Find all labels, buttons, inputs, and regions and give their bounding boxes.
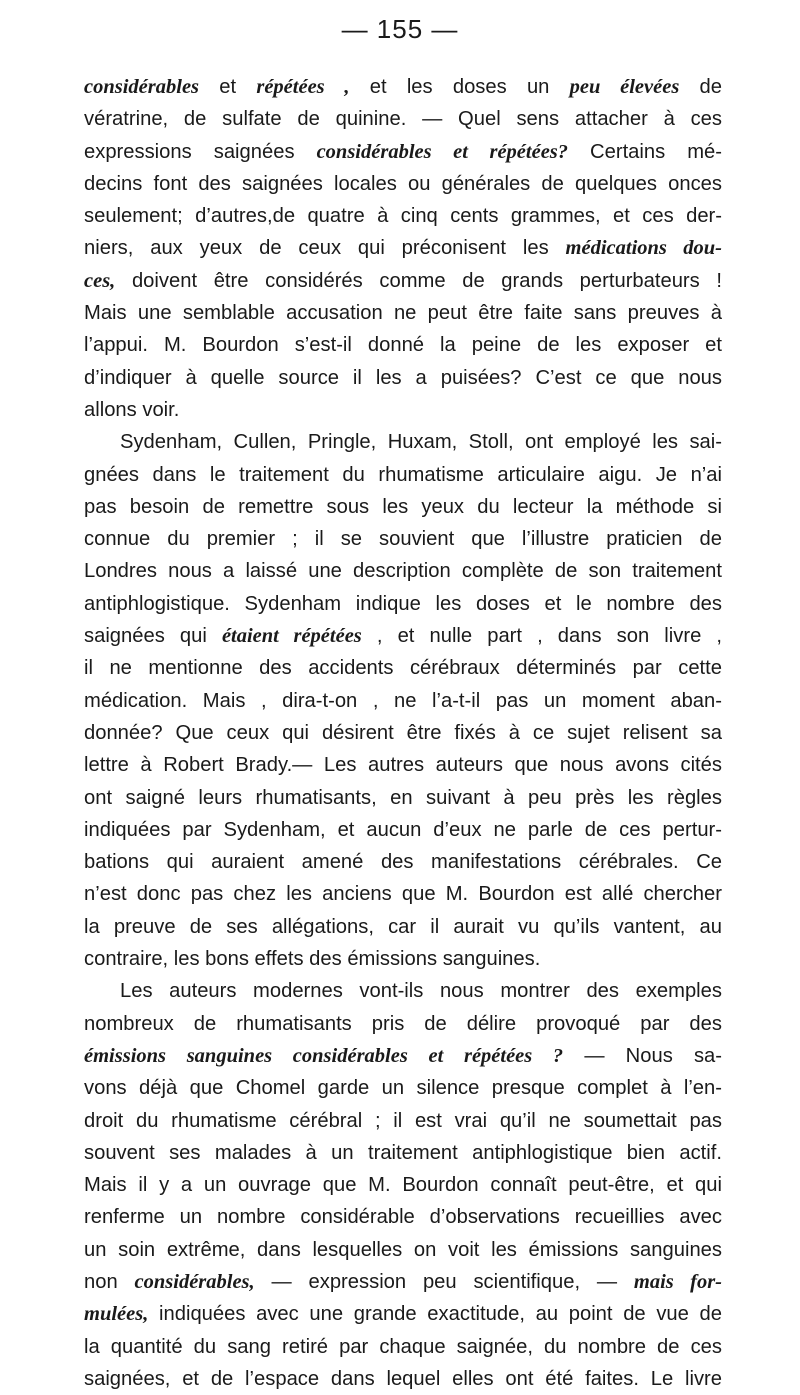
text-run: saignées qui: [84, 625, 222, 648]
italic-text: répétées ,: [256, 76, 350, 98]
italic-text: médications dou-: [565, 237, 722, 260]
text-run: droit du rhumatisme cérébral ; il est vrai qu’il ne soumettait pas: [84, 1109, 722, 1132]
italic-text: considérables,: [134, 1270, 255, 1293]
text-line: [84, 975, 722, 1007]
text-line: [84, 426, 722, 458]
text-run: nombreux de rhumatisants pris de délire provoqué par des: [84, 1012, 722, 1035]
text-line: [84, 362, 722, 394]
text-run: Les auteurs modernes vont-ils nous montrer des exemples: [120, 980, 722, 1003]
text-line: [84, 878, 722, 910]
text-run: contraire, les bons effets des émissions sanguines.: [84, 948, 541, 971]
text-run: n’est donc pas chez les anciens que M. Bourdon est allé chercher: [84, 883, 722, 906]
text-run: saignées, et de l’espace dans lequel elles ont été faites. Le livre: [84, 1367, 722, 1390]
text-run: Sydenham, Cullen, Pringle, Huxam, Stoll, ont employé les sai-: [120, 431, 722, 454]
text-line: [84, 911, 722, 943]
text-line: [84, 491, 722, 523]
text-run: souvent ses malades à un traitement antiphlogistique bien actif.: [84, 1141, 722, 1164]
text-run: médication. Mais , dira-t-on , ne l’a-t-il pas un moment aban-: [84, 689, 722, 712]
page-number: — 155 —: [341, 14, 459, 44]
text-line: [84, 1266, 722, 1298]
text-line: [84, 1234, 722, 1266]
text-run: antiphlogistique. Sydenham indique les doses et le nombre des: [84, 592, 722, 615]
text-run: allons voir.: [84, 398, 180, 421]
text-line: [84, 846, 722, 878]
text-run: lettre à Robert Brady.— Les autres auteurs que nous avons cités: [84, 754, 722, 777]
text-run: pas besoin de remettre sous les yeux du lecteur la méthode si: [84, 495, 722, 518]
text-run: donnée? Que ceux qui désirent être fixés à ce sujet relisent sa: [84, 721, 722, 744]
text-run: Mais une semblable accusation ne peut être faite sans preuves à: [84, 302, 722, 325]
italic-text: considérables: [84, 76, 200, 98]
text-line: [84, 1137, 722, 1169]
text-line: [84, 71, 722, 103]
text-line: [84, 685, 722, 717]
italic-text: étaient répétées: [221, 625, 362, 648]
text-line: [84, 1169, 722, 1201]
text-run: , et nulle part , dans son livre ,: [361, 625, 723, 648]
text-run: vons déjà que Chomel garde un silence presque complet à l’en-: [84, 1077, 722, 1100]
text-run: connue du premier ; il se souvient que l’illustre praticien de: [84, 528, 722, 551]
text-run: decins font des saignées locales ou générales de quelques onces: [84, 172, 722, 195]
text-line: [84, 1008, 722, 1040]
italic-text: mulées,: [84, 1303, 149, 1326]
text-run: et: [199, 76, 257, 98]
italic-text: mais for-: [633, 1270, 722, 1293]
text-line: [84, 749, 722, 781]
text-line: [84, 103, 722, 135]
text-run: niers, aux yeux de ceux qui préconisent les: [84, 237, 566, 260]
text-line: [84, 555, 722, 587]
text-line: [84, 200, 722, 232]
text-line: [84, 168, 722, 200]
text-run: bations qui auraient amené des manifestations cérébrales. Ce: [84, 851, 722, 874]
text-run: d’indiquer à quelle source il les a puisées? C’est ce que nous: [84, 366, 722, 389]
text-run: non: [84, 1270, 135, 1293]
text-run: de: [679, 76, 722, 98]
text-run: Mais il y a un ouvrage que M. Bourdon connaît peut-être, et qui: [84, 1174, 722, 1197]
text-line: [84, 652, 722, 684]
text-run: la quantité du sang retiré par chaque saignée, du nombre de ces: [84, 1335, 722, 1358]
text-line: [84, 782, 722, 814]
text-run: Londres nous a laissé une description complète de son traitement: [84, 560, 722, 583]
text-line: [84, 814, 722, 846]
text-line: [84, 717, 722, 749]
text-line: [84, 265, 722, 297]
text-run: renferme un nombre considérable d’observations recueillies avec: [84, 1206, 722, 1229]
text-line: [84, 1331, 722, 1363]
text-run: gnées dans le traitement du rhumatisme articulaire aigu. Je n’ai: [84, 463, 722, 486]
text-run: indiquées par Sydenham, et aucun d’eux ne parle de ces pertur-: [84, 818, 722, 841]
italic-text: peu élevées: [569, 76, 680, 98]
text-run: doivent être considérés comme de grands perturbateurs !: [115, 269, 722, 292]
text-line: [84, 459, 722, 491]
text-run: expressions saignées: [84, 140, 317, 163]
text-run: et les doses un: [349, 76, 570, 98]
text-line: [84, 1363, 722, 1395]
text-run: — expression peu scientifique, —: [254, 1270, 634, 1293]
text-line: [84, 943, 722, 975]
text-line: [84, 1298, 722, 1330]
text-run: indiquées avec une grande exactitude, au point de vue de: [148, 1303, 722, 1326]
text-run: l’appui. M. Bourdon s’est-il donné la peine de les exposer et: [84, 334, 722, 357]
text-run: ont saigné leurs rhumatisants, en suivant à peu près les règles: [84, 786, 722, 809]
text-line: [84, 620, 722, 652]
text-run: Certains mé-: [568, 140, 722, 163]
text-line: [84, 588, 722, 620]
text-run: la preuve de ses allégations, car il aurait vu qu’ils vantent, au: [84, 915, 722, 938]
italic-text: considérables et répétées?: [316, 140, 569, 163]
text-run: vératrine, de sulfate de quinine. — Quel sens attacher à ces: [84, 108, 722, 131]
text-line: [84, 523, 722, 555]
text-run: il ne mentionne des accidents cérébraux déterminés par cette: [84, 657, 722, 680]
text-line: [84, 394, 722, 426]
text-line: [84, 297, 722, 329]
text-run: — Nous sa-: [563, 1044, 723, 1067]
italic-text: émissions sanguines considérables et répétées ?: [84, 1044, 564, 1067]
text-run: seulement; d’autres,de quatre à cinq cents grammes, et ces der-: [84, 205, 722, 228]
italic-text: ces,: [84, 269, 116, 292]
text-line: [84, 232, 722, 264]
text-run: un soin extrême, dans lesquelles on voit les émissions sanguines: [84, 1238, 722, 1261]
body-text: [84, 71, 722, 1395]
text-line: [84, 136, 722, 168]
text-line: [84, 1201, 722, 1233]
text-line: [84, 329, 722, 361]
text-line: [84, 1072, 722, 1104]
text-line: [84, 1040, 722, 1072]
text-line: [84, 1105, 722, 1137]
